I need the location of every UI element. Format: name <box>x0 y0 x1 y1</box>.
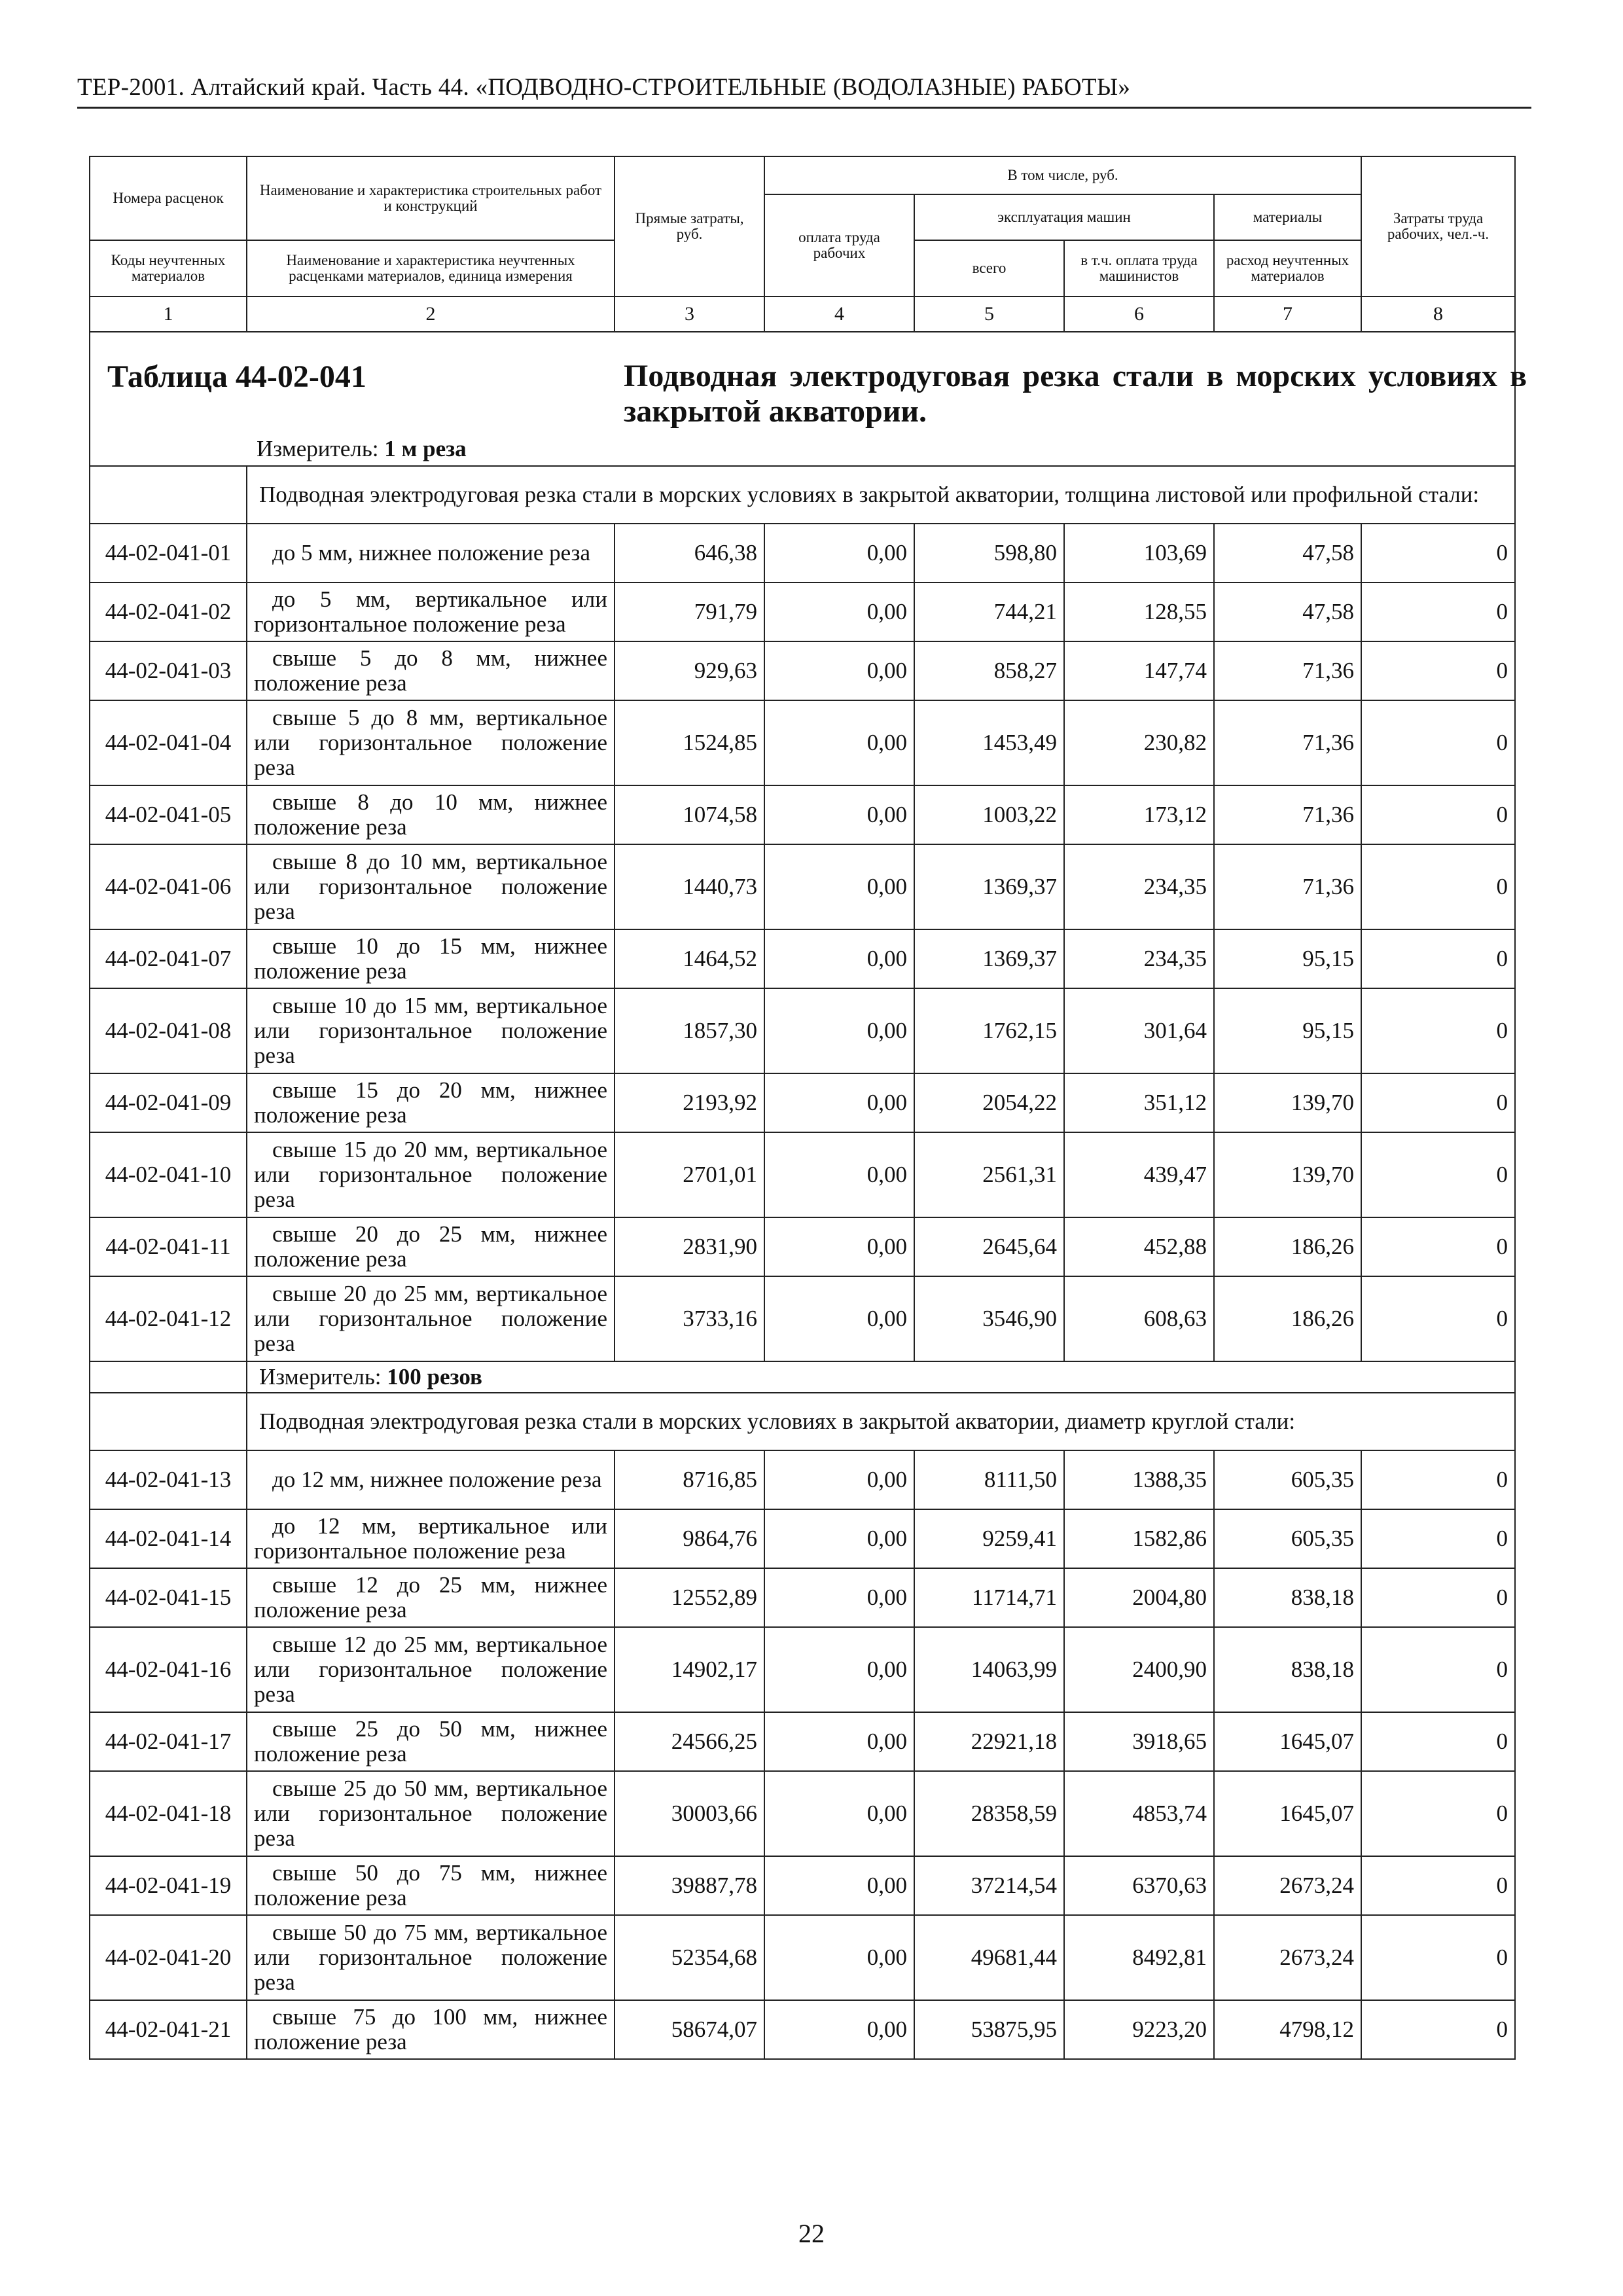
header-rate-numbers: Номера расценок <box>90 156 247 240</box>
labor-hours-value: 0 <box>1361 1627 1515 1712</box>
labor-hours-value: 0 <box>1361 929 1515 988</box>
machines-total-value: 37214,54 <box>914 1856 1064 1915</box>
table-row <box>90 1073 1515 1132</box>
worker-pay-value: 0,00 <box>764 524 914 583</box>
work-description: свыше 25 до 50 мм, вертикальное или горизонтальное положение реза <box>247 1771 615 1856</box>
work-description: свыше 50 до 75 мм, нижнее положение реза <box>247 1856 615 1915</box>
header-unaccounted-materials: расход неучтенных материалов <box>1214 240 1361 296</box>
machines-total-value: 49681,44 <box>914 1915 1064 2000</box>
labor-hours-value: 0 <box>1361 1073 1515 1132</box>
materials-value: 838,18 <box>1214 1627 1361 1712</box>
machines-total-value: 2561,31 <box>914 1132 1064 1217</box>
operator-pay-value: 147,74 <box>1064 641 1214 700</box>
unit-line <box>257 436 467 462</box>
work-description: свыше 8 до 10 мм, нижнее положение реза <box>247 785 615 844</box>
direct-costs-value: 646,38 <box>615 524 764 583</box>
operator-pay-value: 6370,63 <box>1064 1856 1214 1915</box>
worker-pay-value: 0,00 <box>764 1915 914 2000</box>
operator-pay-value: 234,35 <box>1064 844 1214 929</box>
labor-hours-value: 0 <box>1361 1450 1515 1509</box>
materials-value: 71,36 <box>1214 844 1361 929</box>
materials-value: 2673,24 <box>1214 1915 1361 2000</box>
machines-total-value: 1003,22 <box>914 785 1064 844</box>
worker-pay-value: 0,00 <box>764 1217 914 1276</box>
direct-costs-value: 2193,92 <box>615 1073 764 1132</box>
column-number: 5 <box>914 296 1064 332</box>
rate-code: 44-02-041-02 <box>90 583 247 641</box>
operator-pay-value: 173,12 <box>1064 785 1214 844</box>
direct-costs-value: 1440,73 <box>615 844 764 929</box>
work-description: до 12 мм, нижнее положение реза <box>247 1450 615 1509</box>
operator-pay-value: 3918,65 <box>1064 1712 1214 1771</box>
worker-pay-value: 0,00 <box>764 988 914 1073</box>
machines-total-value: 3546,90 <box>914 1276 1064 1361</box>
materials-value: 95,15 <box>1214 988 1361 1073</box>
materials-value: 605,35 <box>1214 1509 1361 1568</box>
worker-pay-value: 0,00 <box>764 1132 914 1217</box>
section-title: Подводная электродуговая резка стали в морских условиях в закрытой акватории, толщина листовой или профильной стали: <box>247 466 1515 524</box>
labor-hours-value: 0 <box>1361 583 1515 641</box>
worker-pay-value: 0,00 <box>764 1712 914 1771</box>
work-description: свыше 50 до 75 мм, вертикальное или горизонтальное положение реза <box>247 1915 615 2000</box>
operator-pay-value: 230,82 <box>1064 700 1214 785</box>
table-row <box>90 1217 1515 1276</box>
table-row <box>90 929 1515 988</box>
operator-pay-value: 452,88 <box>1064 1217 1214 1276</box>
table-id: Таблица 44-02-041 <box>107 359 366 394</box>
direct-costs-value: 52354,68 <box>615 1915 764 2000</box>
work-description: свыше 12 до 25 мм, нижнее положение реза <box>247 1568 615 1627</box>
machines-total-value: 1453,49 <box>914 700 1064 785</box>
operator-pay-value: 1388,35 <box>1064 1450 1214 1509</box>
norms-table <box>89 156 1527 2060</box>
table-row <box>90 988 1515 1073</box>
materials-value: 71,36 <box>1214 785 1361 844</box>
machines-total-value: 9259,41 <box>914 1509 1064 1568</box>
materials-value: 47,58 <box>1214 524 1361 583</box>
materials-value: 71,36 <box>1214 641 1361 700</box>
machines-total-value: 1762,15 <box>914 988 1064 1073</box>
header-machine-operation: эксплуатация машин <box>914 194 1214 240</box>
materials-value: 139,70 <box>1214 1073 1361 1132</box>
operator-pay-value: 103,69 <box>1064 524 1214 583</box>
materials-value: 139,70 <box>1214 1132 1361 1217</box>
unit-value: 1 м реза <box>384 436 467 461</box>
rate-code: 44-02-041-21 <box>90 2000 247 2059</box>
table-row <box>90 524 1515 583</box>
column-number: 8 <box>1361 296 1515 332</box>
table-row <box>90 1276 1515 1361</box>
labor-hours-value: 0 <box>1361 2000 1515 2059</box>
work-description: до 12 мм, вертикальное или горизонтальное положение реза <box>247 1509 615 1568</box>
machines-total-value: 744,21 <box>914 583 1064 641</box>
header-machines-total: всего <box>914 240 1064 296</box>
work-description: свыше 25 до 50 мм, нижнее положение реза <box>247 1712 615 1771</box>
machines-total-value: 1369,37 <box>914 844 1064 929</box>
labor-hours-value: 0 <box>1361 988 1515 1073</box>
work-description: свыше 20 до 25 мм, нижнее положение реза <box>247 1217 615 1276</box>
work-description: свыше 15 до 20 мм, нижнее положение реза <box>247 1073 615 1132</box>
header-material-codes: Коды неучтенных материалов <box>90 240 247 296</box>
direct-costs-value: 1857,30 <box>615 988 764 1073</box>
worker-pay-value: 0,00 <box>764 1627 914 1712</box>
direct-costs-value: 791,79 <box>615 583 764 641</box>
worker-pay-value: 0,00 <box>764 583 914 641</box>
direct-costs-value: 58674,07 <box>615 2000 764 2059</box>
labor-hours-value: 0 <box>1361 1568 1515 1627</box>
operator-pay-value: 608,63 <box>1064 1276 1214 1361</box>
machines-total-value: 53875,95 <box>914 2000 1064 2059</box>
direct-costs-value: 2831,90 <box>615 1217 764 1276</box>
direct-costs-value: 929,63 <box>615 641 764 700</box>
unit-label: Измеритель: <box>259 1364 387 1390</box>
materials-value: 605,35 <box>1214 1450 1361 1509</box>
direct-costs-value: 1524,85 <box>615 700 764 785</box>
materials-value: 4798,12 <box>1214 2000 1361 2059</box>
materials-value: 1645,07 <box>1214 1771 1361 1856</box>
header-labor-hours: Затраты труда рабочих, чел.-ч. <box>1361 156 1515 296</box>
header-direct-costs: Прямые затраты, руб. <box>615 156 764 296</box>
materials-value: 47,58 <box>1214 583 1361 641</box>
machines-total-value: 14063,99 <box>914 1627 1064 1712</box>
header-operator-pay: в т.ч. оплата труда машинистов <box>1064 240 1214 296</box>
work-description: свыше 8 до 10 мм, вертикальное или горизонтальное положение реза <box>247 844 615 929</box>
worker-pay-value: 0,00 <box>764 1276 914 1361</box>
worker-pay-value: 0,00 <box>764 2000 914 2059</box>
worker-pay-value: 0,00 <box>764 700 914 785</box>
worker-pay-value: 0,00 <box>764 785 914 844</box>
labor-hours-value: 0 <box>1361 1276 1515 1361</box>
rate-code: 44-02-041-15 <box>90 1568 247 1627</box>
rate-code: 44-02-041-17 <box>90 1712 247 1771</box>
table-row <box>90 2000 1515 2059</box>
machines-total-value: 858,27 <box>914 641 1064 700</box>
worker-pay-value: 0,00 <box>764 1509 914 1568</box>
work-description: свыше 15 до 20 мм, вертикальное или горизонтальное положение реза <box>247 1132 615 1217</box>
rate-code: 44-02-041-13 <box>90 1450 247 1509</box>
header-rule <box>77 107 1531 109</box>
rate-code: 44-02-041-06 <box>90 844 247 929</box>
rate-code: 44-02-041-01 <box>90 524 247 583</box>
table-row <box>90 1509 1515 1568</box>
column-number: 4 <box>764 296 914 332</box>
column-number: 7 <box>1214 296 1361 332</box>
worker-pay-value: 0,00 <box>764 641 914 700</box>
labor-hours-value: 0 <box>1361 1509 1515 1568</box>
rate-code: 44-02-041-20 <box>90 1915 247 2000</box>
table-row <box>90 1856 1515 1915</box>
table-row <box>90 583 1515 641</box>
labor-hours-value: 0 <box>1361 1712 1515 1771</box>
machines-total-value: 598,80 <box>914 524 1064 583</box>
worker-pay-value: 0,00 <box>764 929 914 988</box>
table-name: Подводная электродуговая резка стали в морских условиях в закрытой акватории. <box>624 359 1527 429</box>
header-worker-pay: оплата труда рабочих <box>764 194 914 296</box>
machines-total-value: 28358,59 <box>914 1771 1064 1856</box>
operator-pay-value: 351,12 <box>1064 1073 1214 1132</box>
table-row <box>90 1450 1515 1509</box>
materials-value: 2673,24 <box>1214 1856 1361 1915</box>
direct-costs-value: 9864,76 <box>615 1509 764 1568</box>
work-description: свыше 10 до 15 мм, вертикальное или горизонтальное положение реза <box>247 988 615 1073</box>
labor-hours-value: 0 <box>1361 1771 1515 1856</box>
rate-code: 44-02-041-08 <box>90 988 247 1073</box>
rate-code: 44-02-041-09 <box>90 1073 247 1132</box>
column-number: 1 <box>90 296 247 332</box>
operator-pay-value: 128,55 <box>1064 583 1214 641</box>
labor-hours-value: 0 <box>1361 1132 1515 1217</box>
header-work-name: Наименование и характеристика строительных работ и конструкций <box>247 156 615 240</box>
rate-code: 44-02-041-05 <box>90 785 247 844</box>
machines-total-value: 2054,22 <box>914 1073 1064 1132</box>
rate-code: 44-02-041-14 <box>90 1509 247 1568</box>
labor-hours-value: 0 <box>1361 524 1515 583</box>
table-row <box>90 1712 1515 1771</box>
materials-value: 1645,07 <box>1214 1712 1361 1771</box>
worker-pay-value: 0,00 <box>764 1073 914 1132</box>
direct-costs-value: 39887,78 <box>615 1856 764 1915</box>
materials-value: 186,26 <box>1214 1217 1361 1276</box>
table-title-block <box>90 332 1527 466</box>
labor-hours-value: 0 <box>1361 785 1515 844</box>
unit-value: 100 резов <box>387 1364 482 1390</box>
operator-pay-value: 439,47 <box>1064 1132 1214 1217</box>
worker-pay-value: 0,00 <box>764 844 914 929</box>
column-number: 3 <box>615 296 764 332</box>
direct-costs-value: 24566,25 <box>615 1712 764 1771</box>
work-description: до 5 мм, нижнее положение реза <box>247 524 615 583</box>
worker-pay-value: 0,00 <box>764 1856 914 1915</box>
direct-costs-value: 30003,66 <box>615 1771 764 1856</box>
work-description: до 5 мм, вертикальное или горизонтальное положение реза <box>247 583 615 641</box>
work-description: свыше 10 до 15 мм, нижнее положение реза <box>247 929 615 988</box>
rate-code: 44-02-041-10 <box>90 1132 247 1217</box>
direct-costs-value: 2701,01 <box>615 1132 764 1217</box>
machines-total-value: 8111,50 <box>914 1450 1064 1509</box>
worker-pay-value: 0,00 <box>764 1771 914 1856</box>
operator-pay-value: 301,64 <box>1064 988 1214 1073</box>
labor-hours-value: 0 <box>1361 700 1515 785</box>
rate-code: 44-02-041-04 <box>90 700 247 785</box>
table-row <box>90 1627 1515 1712</box>
table-row <box>90 700 1515 785</box>
operator-pay-value: 234,35 <box>1064 929 1214 988</box>
header-including: В том числе, руб. <box>764 156 1361 194</box>
rate-code: 44-02-041-18 <box>90 1771 247 1856</box>
direct-costs-value: 14902,17 <box>615 1627 764 1712</box>
rate-code: 44-02-041-03 <box>90 641 247 700</box>
labor-hours-value: 0 <box>1361 1217 1515 1276</box>
operator-pay-value: 1582,86 <box>1064 1509 1214 1568</box>
table-row <box>90 1915 1515 2000</box>
operator-pay-value: 4853,74 <box>1064 1771 1214 1856</box>
work-description: свыше 75 до 100 мм, нижнее положение реза <box>247 2000 615 2059</box>
table-row <box>90 641 1515 700</box>
direct-costs-value: 8716,85 <box>615 1450 764 1509</box>
worker-pay-value: 0,00 <box>764 1568 914 1627</box>
machines-total-value: 22921,18 <box>914 1712 1064 1771</box>
materials-value: 838,18 <box>1214 1568 1361 1627</box>
direct-costs-value: 1074,58 <box>615 785 764 844</box>
operator-pay-value: 2400,90 <box>1064 1627 1214 1712</box>
rate-code: 44-02-041-11 <box>90 1217 247 1276</box>
column-number: 6 <box>1064 296 1214 332</box>
labor-hours-value: 0 <box>1361 641 1515 700</box>
table-row <box>90 1568 1515 1627</box>
direct-costs-value: 3733,16 <box>615 1276 764 1361</box>
section-title: Подводная электродуговая резка стали в морских условиях в закрытой акватории, диаметр круглой стали: <box>247 1393 1515 1450</box>
materials-value: 186,26 <box>1214 1276 1361 1361</box>
running-header: ТЕР-2001. Алтайский край. Часть 44. «ПОДВОДНО-СТРОИТЕЛЬНЫЕ (ВОДОЛАЗНЫЕ) РАБОТЫ» <box>77 74 1131 101</box>
rate-code: 44-02-041-16 <box>90 1627 247 1712</box>
materials-value: 71,36 <box>1214 700 1361 785</box>
table-row <box>90 1132 1515 1217</box>
machines-total-value: 2645,64 <box>914 1217 1064 1276</box>
header-materials: материалы <box>1214 194 1361 240</box>
work-description: свыше 5 до 8 мм, вертикальное или горизонтальное положение реза <box>247 700 615 785</box>
table-row <box>90 785 1515 844</box>
unit-line <box>247 1361 1515 1393</box>
operator-pay-value: 8492,81 <box>1064 1915 1214 2000</box>
labor-hours-value: 0 <box>1361 1856 1515 1915</box>
labor-hours-value: 0 <box>1361 844 1515 929</box>
table-row <box>90 844 1515 929</box>
column-number: 2 <box>247 296 615 332</box>
machines-total-value: 1369,37 <box>914 929 1064 988</box>
unit-label: Измеритель: <box>257 436 385 461</box>
work-description: свыше 5 до 8 мм, нижнее положение реза <box>247 641 615 700</box>
rate-code: 44-02-041-12 <box>90 1276 247 1361</box>
work-description: свыше 20 до 25 мм, вертикальное или горизонтальное положение реза <box>247 1276 615 1361</box>
page-number: 22 <box>798 2219 825 2248</box>
materials-value: 95,15 <box>1214 929 1361 988</box>
rate-code: 44-02-041-19 <box>90 1856 247 1915</box>
machines-total-value: 11714,71 <box>914 1568 1064 1627</box>
operator-pay-value: 2004,80 <box>1064 1568 1214 1627</box>
operator-pay-value: 9223,20 <box>1064 2000 1214 2059</box>
direct-costs-value: 1464,52 <box>615 929 764 988</box>
header-material-name: Наименование и характеристика неучтенных расценками материалов, единица измерения <box>247 240 615 296</box>
direct-costs-value: 12552,89 <box>615 1568 764 1627</box>
table-row <box>90 1771 1515 1856</box>
labor-hours-value: 0 <box>1361 1915 1515 2000</box>
rate-code: 44-02-041-07 <box>90 929 247 988</box>
work-description: свыше 12 до 25 мм, вертикальное или горизонтальное положение реза <box>247 1627 615 1712</box>
worker-pay-value: 0,00 <box>764 1450 914 1509</box>
